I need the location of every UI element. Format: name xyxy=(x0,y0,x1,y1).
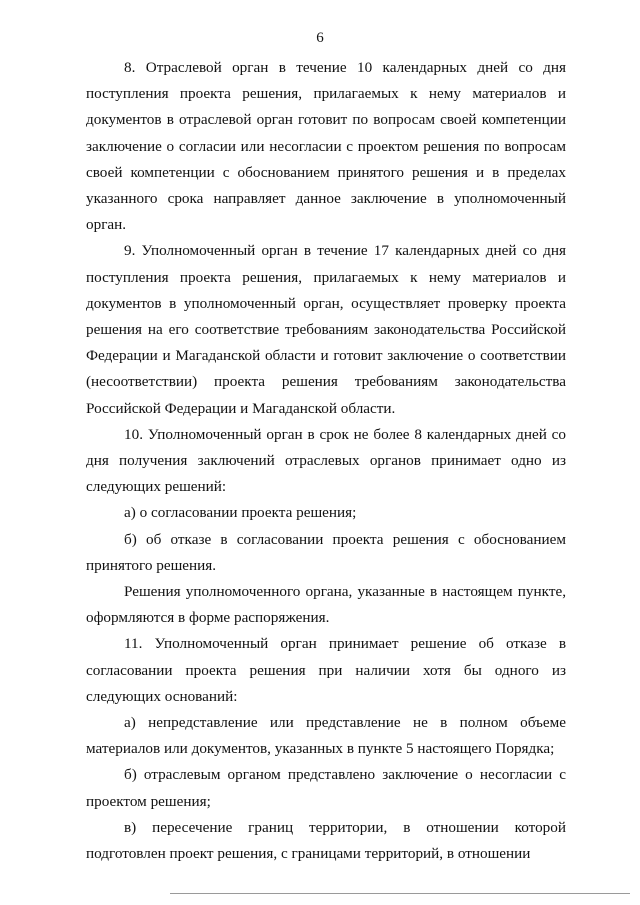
paragraph-11: 11. Уполномоченный орган принимает решение об отказе в согласовании проекта решения при наличии хотя бы одного из следующих оснований: xyxy=(86,635,566,705)
paragraph-8: 8. Отраслевой орган в течение 10 календарных дней со дня поступления проекта решения, прилагаемых к нему материалов и документов в отраслевой орган готовит по вопросам своей компетенции заключение о согласии или несогласии с проектом решения по вопросам своей компетенции с обоснованием принятого решения и в пределах указанного срока направляет данное заключение в уполномоченный орган. xyxy=(86,59,566,234)
document-body xyxy=(86,55,566,867)
paragraph-11-item-c: в) пересечение границ территории, в отношении которой подготовлен проект решения, с границами территорий, в отношении xyxy=(86,818,566,863)
paragraph-10-item-a: а) о согласовании проекта решения; xyxy=(124,504,357,522)
scan-edge-line xyxy=(170,893,630,894)
paragraph-10: 10. Уполномоченный орган в срок не более 8 календарных дней со дня получения заключений отраслевых органов принимает одно из следующих решений: xyxy=(86,425,566,496)
paragraph-10-note: Решения уполномоченного органа, указанные в настоящем пункте, оформляются в форме распоряжения. xyxy=(86,583,566,627)
paragraph-10-item-b: б) об отказе в согласовании проекта решения с обоснованием принятого решения. xyxy=(86,530,566,574)
paragraph-9: 9. Уполномоченный орган в течение 17 календарных дней со дня поступления проекта решения, прилагаемых к нему материалов и документов в уполномоченный орган, осуществляет проверку проекта решения на его соответствие требованиям законодательства Российской Федерации и Магаданской области и готовит заключение о соответствии (несоответствии) проекта решения требованиям законодательства Российской Федерации и Магаданской области. xyxy=(86,242,566,417)
paragraph-11-item-b: б) отраслевым органом представлено заключение о несогласии с проектом решения; xyxy=(86,766,566,810)
paragraph-11-item-a: а) непредставление или представление не в полном объеме материалов или документов, указанных в пункте 5 настоящего Порядка; xyxy=(86,714,566,758)
page-number: 6 xyxy=(316,30,324,46)
